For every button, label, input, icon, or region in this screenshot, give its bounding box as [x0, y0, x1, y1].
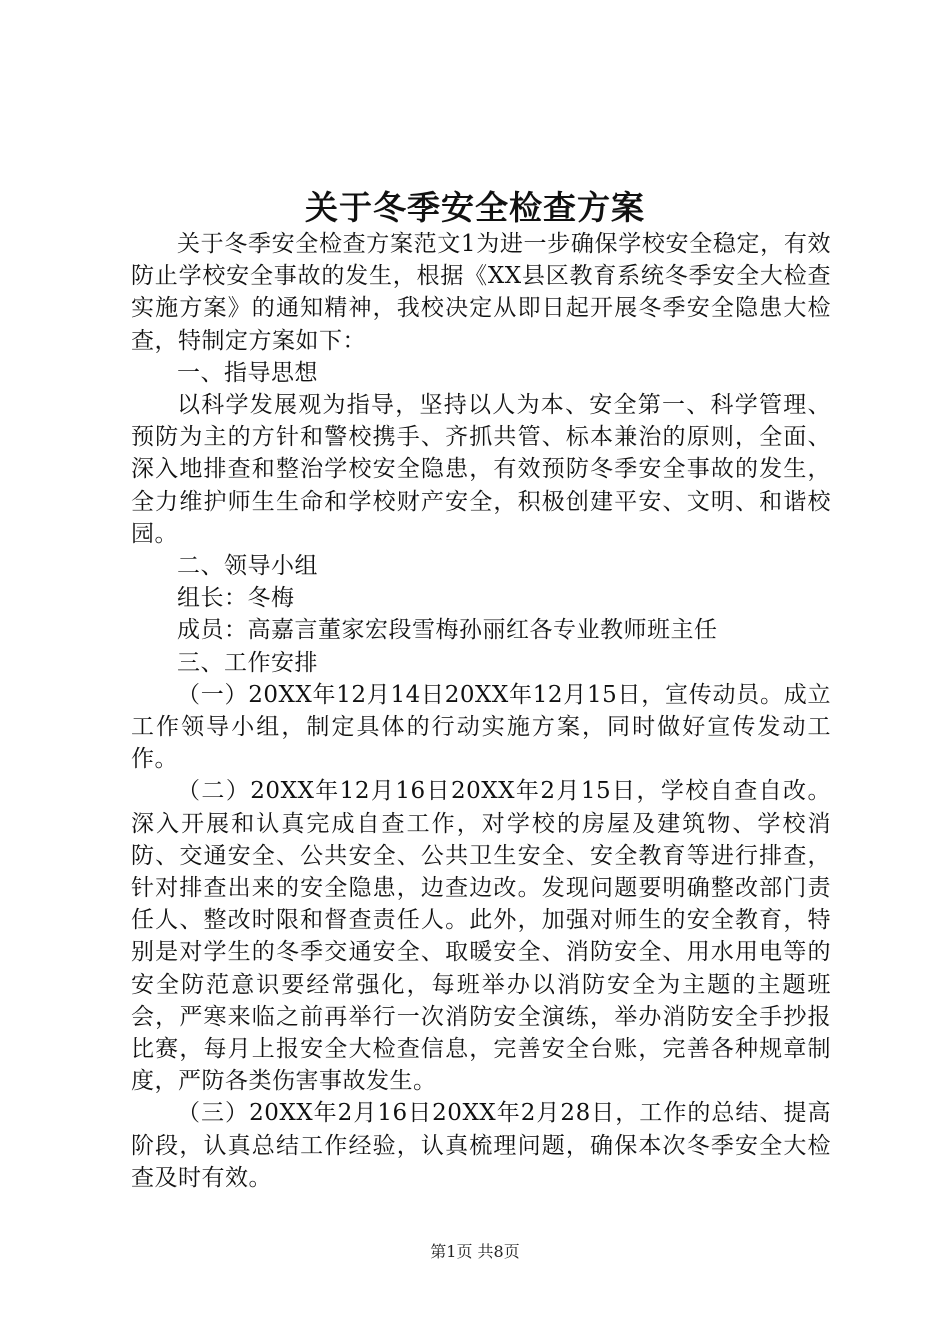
document-body: [131, 228, 831, 1194]
section-heading-guiding-ideology: 一、指导思想: [177, 359, 318, 386]
page-number-footer: 第1页 共8页: [430, 1242, 520, 1261]
section-heading-work-arrangement: 三、工作安排: [177, 649, 318, 676]
paragraph-phase-three: （三）20XX年2月16日20XX年2月28日，工作的总结、提高阶段，认真总结工作经验，认真梳理问题，确保本次冬季安全大检查及时有效。: [131, 1100, 831, 1191]
paragraph-guiding-ideology: 以科学发展观为指导，坚持以人为本、安全第一、科学管理、预防为主的方针和警校携手、齐抓共管、标本兼治的原则，全面、深入地排查和整治学校安全隐患，有效预防冬季安全事故的发生，全力维护师生生命和学校财产安全，积极创建平安、文明、和谐校园。: [131, 392, 831, 547]
document-title: 关于冬季安全检查方案: [305, 188, 645, 227]
paragraph-phase-two: （二）20XX年12月16日20XX年2月15日，学校自查自改。深入开展和认真完成自查工作，对学校的房屋及建筑物、学校消防、交通安全、公共安全、公共卫生安全、安全教育等进行排查，针对排查出来的安全隐患，边查边改。发现问题要明确整改部门责任人、整改时限和督查责任人。此外，加强对师生的安全教育，特别是对学生的冬季交通安全、取暖安全、消防安全、用水用电等的安全防范意识要经常强化，每班举办以消防安全为主题的主题班会，严寒来临之前再举行一次消防安全演练，举办消防安全手抄报比赛，每月上报安全大检查信息，完善安全台账，完善各种规章制度，严防各类伤害事故发生。: [131, 778, 831, 1095]
group-leader-line: 组长：冬梅: [177, 585, 295, 612]
group-members-line: 成员：高嘉言董家宏段雪梅孙丽红各专业教师班主任: [177, 617, 718, 644]
section-heading-leadership-group: 二、领导小组: [177, 553, 318, 580]
paragraph-intro: 关于冬季安全检查方案范文1为进一步确保学校安全稳定，有效防止学校安全事故的发生，根据《XX县区教育系统冬季安全大检查实施方案》的通知精神，我校决定从即日起开展冬季安全隐患大检查，特制定方案如下：: [131, 231, 831, 354]
paragraph-phase-one: （一）20XX年12月14日20XX年12月15日，宣传动员。成立工作领导小组，制定具体的行动实施方案，同时做好宣传发动工作。: [131, 681, 831, 773]
